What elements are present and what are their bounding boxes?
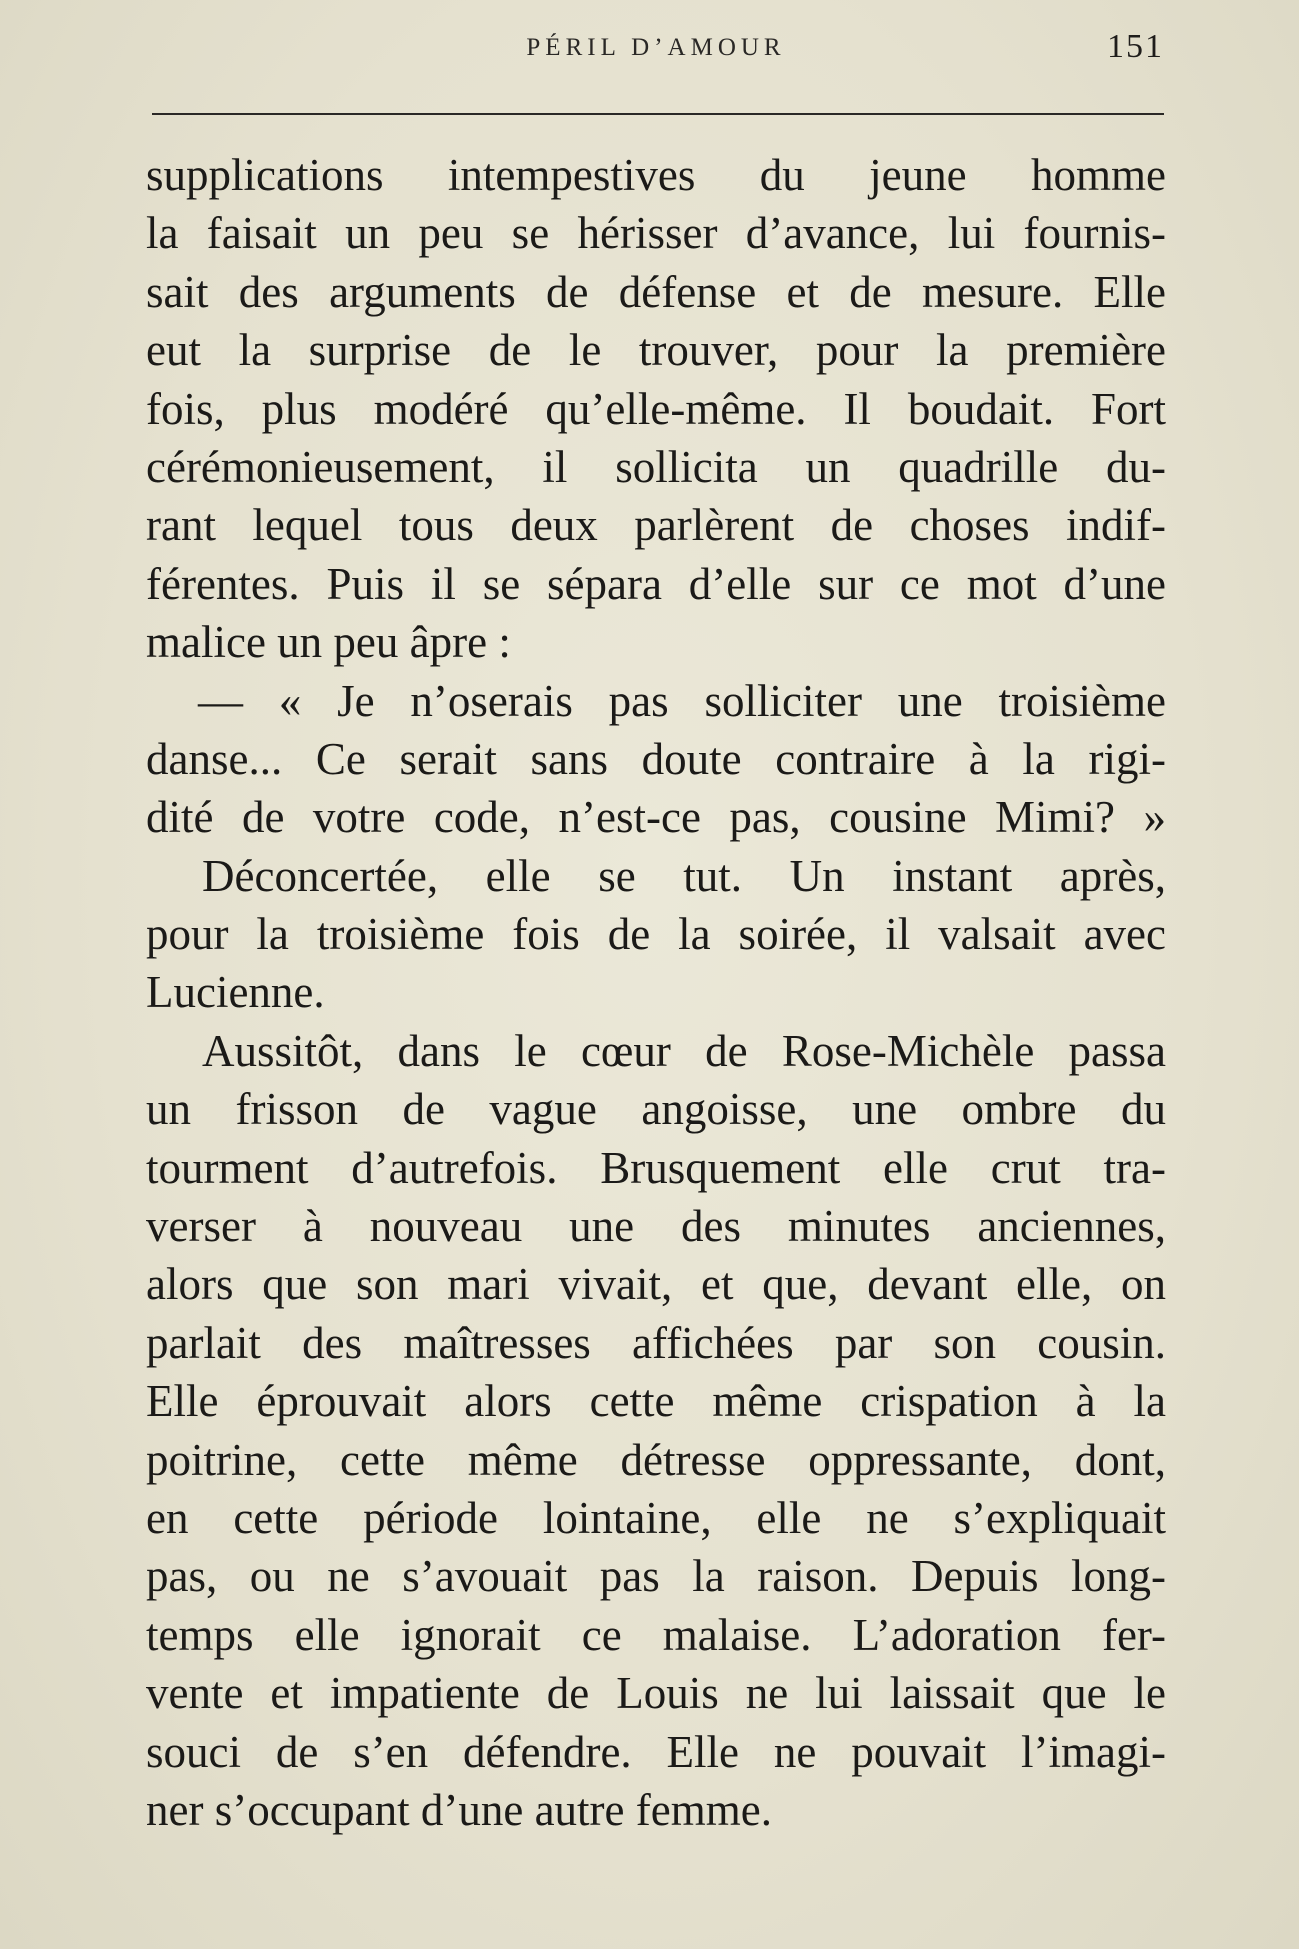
text-line: poitrine, cette même détresse oppressante, dont,	[146, 1434, 1166, 1485]
text-line: Lucienne.	[146, 967, 325, 1018]
text-line: parlait des maîtresses affichées par son cousin.	[146, 1317, 1166, 1368]
body-text	[146, 146, 1166, 1839]
text-line: tourment d’autrefois. Brusquement elle crut tra-	[146, 1142, 1166, 1193]
text-line: rant lequel tous deux parlèrent de choses indif-	[146, 500, 1166, 551]
text-line: verser à nouveau une des minutes anciennes,	[146, 1201, 1166, 1252]
text-line: en cette période lointaine, elle ne s’expliquait	[146, 1492, 1166, 1543]
header-rule	[152, 113, 1164, 115]
text-line: Déconcertée, elle se tut. Un instant après,	[202, 850, 1166, 901]
text-line: Aussitôt, dans le cœur de Rose-Michèle passa	[202, 1025, 1166, 1076]
text-line: un frisson de vague angoisse, une ombre du	[146, 1084, 1166, 1135]
text-line: souci de s’en défendre. Elle ne pouvait l’imagi-	[146, 1726, 1166, 1777]
text-line: férentes. Puis il se sépara d’elle sur ce mot d’une	[146, 558, 1166, 609]
text-line: malice un peu âpre :	[146, 617, 511, 668]
page-number: 151	[1107, 28, 1164, 65]
text-line: ner s’occupant d’une autre femme.	[146, 1784, 772, 1835]
text-line: danse... Ce serait sans doute contraire à la rigi-	[146, 733, 1166, 784]
page-header	[148, 28, 1164, 68]
text-line: Elle éprouvait alors cette même crispation à la	[146, 1376, 1166, 1427]
text-line: pour la troisième fois de la soirée, il valsait avec	[146, 909, 1166, 960]
text-line: supplications intempestives du jeune homme	[146, 150, 1166, 200]
text-line: temps elle ignorait ce malaise. L’adoration fer-	[146, 1609, 1166, 1660]
text-line: sait des arguments de défense et de mesure. Elle	[146, 266, 1166, 317]
running-title: PÉRIL D’AMOUR	[526, 34, 786, 61]
text-line: alors que son mari vivait, et que, devant elle, on	[146, 1259, 1166, 1310]
text-line: fois, plus modéré qu’elle-même. Il boudait. Fort	[146, 383, 1166, 434]
text-line: — « Je n’oserais pas solliciter une troisième	[198, 675, 1166, 726]
text-line: pas, ou ne s’avouait pas la raison. Depuis long-	[146, 1551, 1166, 1602]
text-line: dité de votre code, n’est-ce pas, cousine Mimi? »	[146, 792, 1166, 843]
text-line: eut la surprise de le trouver, pour la première	[146, 325, 1166, 376]
text-line: la faisait un peu se hérisser d’avance, lui fournis-	[146, 208, 1166, 259]
text-line: cérémonieusement, il sollicita un quadrille du-	[146, 441, 1166, 492]
text-line: vente et impatiente de Louis ne lui laissait que le	[146, 1668, 1166, 1719]
